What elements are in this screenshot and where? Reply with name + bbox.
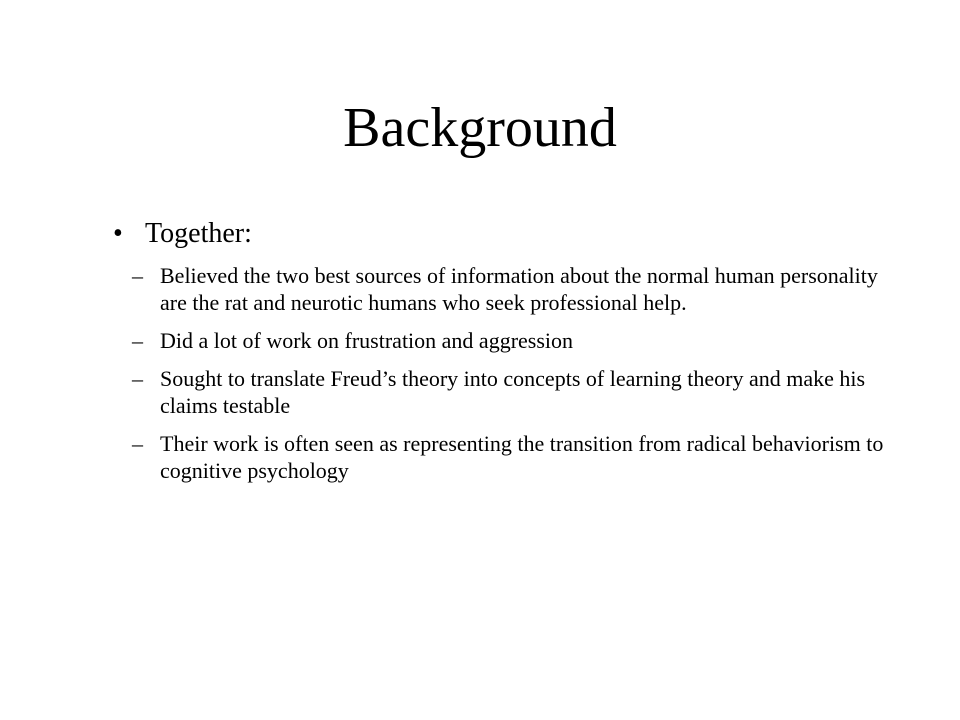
sub-bullet-text: Sought to translate Freud’s theory into concepts of learning theory and make his claims testable [160,366,866,418]
sub-bullet-dash: – [132,263,143,288]
sub-bullet-dash: – [132,431,143,456]
sub-bullet-list [132,262,892,495]
bullet-together [113,214,252,254]
sub-bullet-text: Did a lot of work on frustration and aggression [160,328,574,353]
sub-bullet-dash: – [132,366,143,391]
slide-title: Background [343,97,617,159]
sub-bullet-item [132,365,892,419]
sub-bullet-item [132,327,892,354]
sub-bullet-text: Believed the two best sources of information about the normal human personality are the rat and neurotic humans who seek professional help. [160,263,878,315]
sub-bullet-text: Their work is often seen as representing the transition from radical behaviorism to cognitive psychology [160,431,884,483]
bullet-mark: • [113,218,123,249]
bullet-text: Together: [145,218,252,249]
sub-bullet-item [132,430,892,484]
sub-bullet-item [132,262,892,316]
sub-bullet-dash: – [132,328,143,353]
